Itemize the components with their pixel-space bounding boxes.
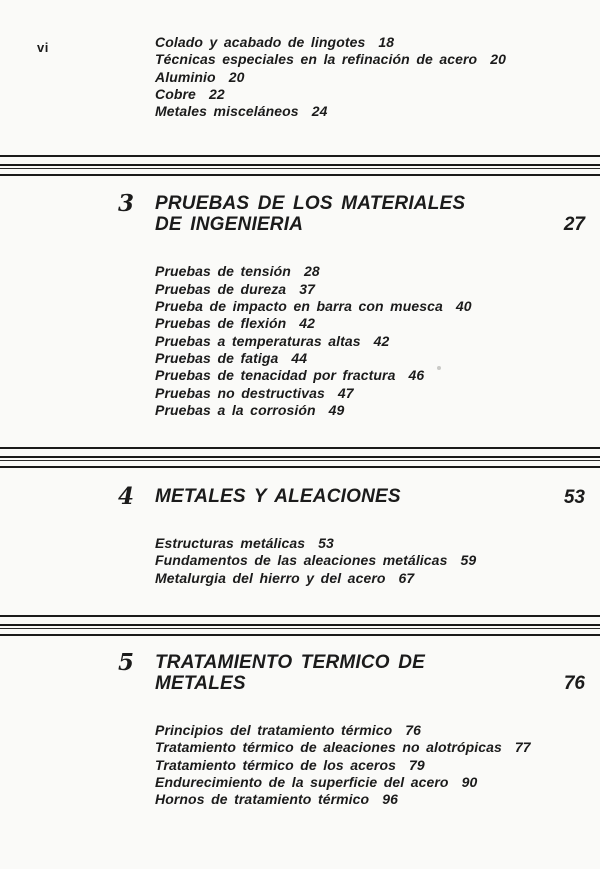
toc-entry [155,34,600,51]
toc-entry-page: 59 [460,552,477,569]
toc-entry [155,791,600,808]
chapter-title [155,486,564,508]
rule-line [0,174,600,176]
chapter-entry-list [0,535,600,587]
chapter-number: 5 [118,649,135,677]
front-matter-entry-list [0,34,600,120]
rule-line [0,168,600,169]
chapter-page-number: 53 [563,487,585,509]
toc-entry-label: Cobre [155,85,196,102]
toc-entry [155,552,600,569]
chapter-title-line: METALES Y ALEACIONES [155,486,401,508]
toc-entry [155,86,600,103]
rule-line [0,466,600,468]
chapter-title-line: TRATAMIENTO TERMICO DE [155,652,426,674]
rule-line [0,155,600,157]
toc-entry-label: Pruebas de tensión [155,263,291,280]
toc-entry-page: 40 [455,298,472,315]
chapter-3-section [0,190,600,419]
toc-entry-page: 67 [398,569,415,586]
chapter-entry-list [0,722,600,808]
toc-entry-label: Técnicas especiales en la refinación de acero [155,51,478,68]
chapter-title-line: PRUEBAS DE LOS MATERIALES [155,193,466,215]
toc-entry [155,739,600,756]
toc-entry-page: 76 [405,722,422,739]
toc-entry-page: 22 [208,85,225,102]
toc-entry-label: Prueba de impacto en barra con muesca [155,298,443,315]
toc-entry-page: 90 [461,773,478,790]
toc-entry-page: 42 [299,315,316,332]
chapter-number: 3 [118,190,135,218]
toc-entry-label: Endurecimiento de la superficie del acero [155,773,449,790]
chapter-4-section [0,483,600,587]
toc-entry-label: Pruebas de flexión [155,315,287,332]
toc-entry-page: 24 [311,103,328,120]
chapter-page-number: 76 [563,673,585,695]
chapter-title-line: METALES [155,673,246,695]
page-folio: vi [37,40,49,55]
toc-entry-label: Hornos de tratamiento térmico [155,791,370,808]
toc-entry [155,570,600,587]
chapter-heading [0,190,600,236]
toc-entry-label: Tratamiento térmico de aleaciones no alotrópicas [155,739,502,756]
toc-entry [155,298,600,315]
toc-entry-page: 20 [228,68,245,85]
section-divider [0,447,600,468]
rule-line [0,634,600,636]
toc-entry [155,281,600,298]
scan-speck-artifact [437,366,441,370]
toc-entry-label: Fundamentos de las aleaciones metálicas [155,552,448,569]
toc-entry [155,263,600,280]
chapter-page-number: 27 [563,214,585,236]
toc-entry [155,385,600,402]
toc-entry-page: 42 [373,332,390,349]
toc-entry-label: Pruebas de tenacidad por fractura [155,367,396,384]
toc-entry-label: Pruebas no destructivas [155,384,325,401]
toc-entry [155,51,600,68]
toc-entry [155,757,600,774]
toc-entry-label: Pruebas a la corrosión [155,401,316,418]
toc-entry [155,722,600,739]
toc-entry-page: 77 [514,739,531,756]
toc-entry-page: 44 [291,349,308,366]
toc-entry-page: 18 [378,34,395,50]
toc-entry-page: 96 [382,791,398,808]
toc-entry-page: 53 [318,535,334,552]
rule-line [0,624,600,626]
toc-entry [155,402,600,419]
chapter-heading [0,649,600,695]
toc-entry-label: Tratamiento térmico de los aceros [155,756,397,773]
toc-entry [155,315,600,332]
toc-entry-page: 37 [299,280,315,297]
chapter-title [155,652,564,694]
chapter-entry-list [0,263,600,419]
toc-entry [155,367,600,384]
toc-entry [155,535,600,552]
chapter-5-section [0,649,600,808]
chapter-title [155,193,564,235]
toc-entry-label: Pruebas a temperaturas altas [155,332,361,349]
toc-entry-label: Metales misceláneos [155,103,299,120]
toc-entry-label: Pruebas de fatiga [155,349,279,366]
toc-entry-label: Colado y acabado de lingotes [155,34,366,50]
chapter-heading [0,483,600,511]
toc-entry-page: 47 [337,384,354,401]
chapter-number: 4 [118,483,135,511]
toc-entry-label: Metalurgia del hierro y del acero [155,569,386,586]
toc-entry [155,774,600,791]
section-divider [0,615,600,636]
toc-entry [155,103,600,120]
rule-line [0,456,600,458]
toc-entry-page: 79 [409,756,425,773]
chapter-title-line: DE INGENIERIA [155,214,304,236]
rule-line [0,628,600,629]
toc-entry-label: Aluminio [155,68,216,85]
toc-entry-label: Pruebas de dureza [155,280,287,297]
toc-entry-label: Principios del tratamiento térmico [155,722,393,739]
rule-line [0,615,600,617]
rule-line [0,164,600,166]
toc-entry [155,333,600,350]
toc-entry-page: 20 [490,51,506,68]
toc-entry-page: 49 [328,401,345,418]
toc-entry-page: 46 [408,367,425,384]
rule-line [0,460,600,461]
toc-entry-label: Estructuras metálicas [155,535,306,552]
section-divider [0,155,600,176]
toc-entry [155,69,600,86]
toc-entry-page: 28 [303,263,320,280]
rule-line [0,447,600,449]
toc-entry [155,350,600,367]
